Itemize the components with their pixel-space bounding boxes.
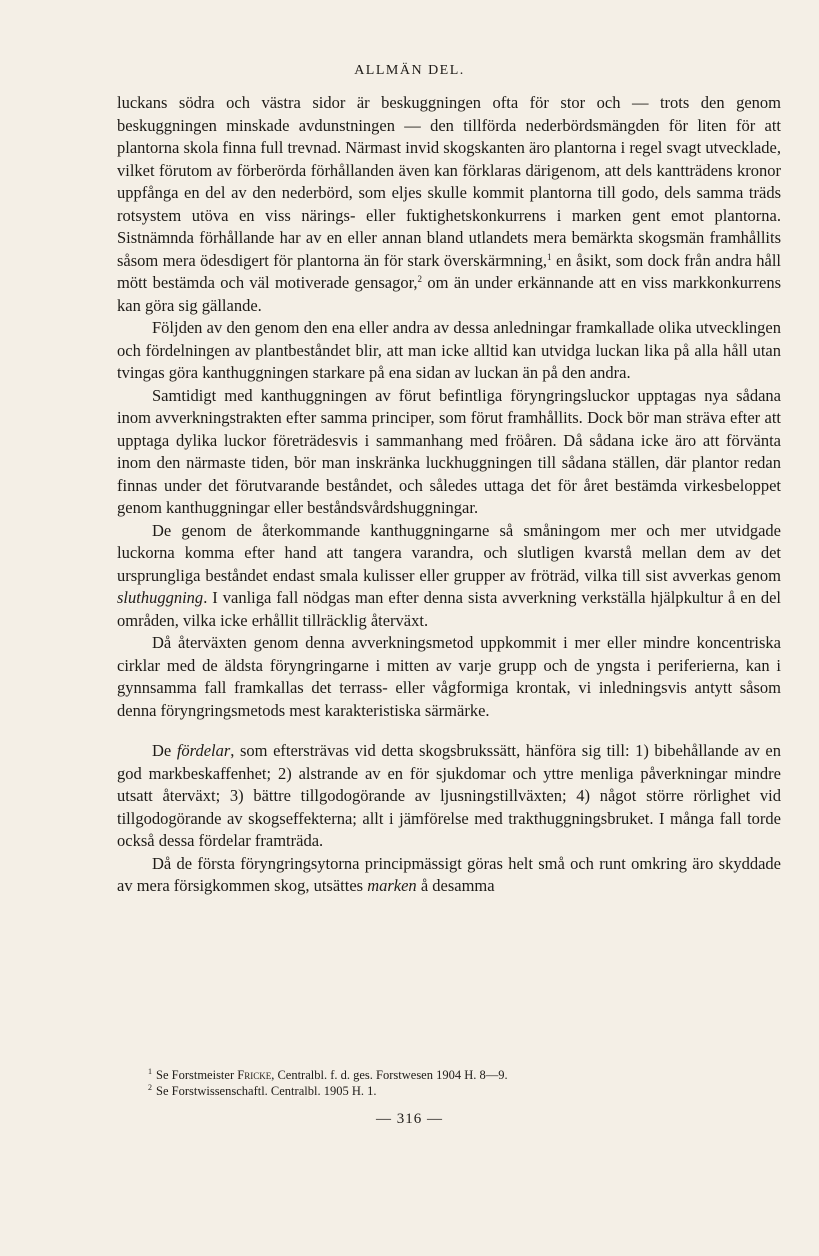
paragraph-4: De genom de återkommande kanthuggningarne så småningom mer och mer utvidgade luckorna komma efter hand att tangera varandra, och slutligen kvarstå mellan dem av det ursprungliga beståndet endast smala kulisser eller grupper av fröträd, vilka till sist avverkas genom sluthuggning. I vanliga fall nödgas man efter denna sista avverkning verkställa hjälpkultur å en del områden, vilka icke erhållit tillräcklig återväxt.	[117, 520, 781, 630]
body-text	[117, 92, 781, 898]
footnote-1: $^1$ Se Forstmeister Fricke, Centralbl. f. d. ges. Forstwesen 1904 H. 8—9.	[148, 1067, 508, 1082]
running-header: ALLMÄN DEL.	[354, 63, 465, 78]
paragraph-5: Då återväxten genom denna avverkningsmetod uppkommit i mer eller mindre koncentriska cirklar med de äldsta föryngringarne i mitten av varje grupp och de yngsta i periferierna, kan i gynnsamma fall framkallas det terrass- eller vågformiga krontak, vi inledningsvis antytt såsom denna föryngringsmetods mest karakteristiska särmärke.	[117, 633, 781, 720]
paragraph-3: Samtidigt med kanthuggningen av förut befintliga föryngringsluckor upptagas nya sådana inom avverkningstrakten efter samma principer, som förut framhållits. Dock bör man sträva efter att upptaga dylika luckor företrädesvis i sammanhang med fröåren. Då sådana icke äro att förvänta inom den närmaste tiden, bör man inskränka luckhuggningen till sådana ställen, där plantor redan finnas under det förutvarande beståndet, och således uttaga det för året bestämda virkesbeloppet genom kanthuggningar eller beståndsvårdshuggningar.	[117, 385, 781, 517]
paragraph-6: De fördelar, som eftersträvas vid detta skogsbrukssätt, hänföra sig till: 1) bibehållande av en god markbeskaffenhet; 2) alstrande av en för sjukdomar och yttre menliga påverkningar mindre utsatt återväxt; 3) bättre tillgodogörande av ljusningstillväxten; 4) något större rörlighet vid tillgodogörande av skogseffekterna; allt i jämförelse med trakthuggningsbruket. I många fall torde också dessa fördelar framträda.	[117, 741, 781, 850]
emphasis-term: fördelar	[176, 741, 231, 760]
paragraph-1: luckans södra och västra sidor är beskuggningen ofta för stor och — trots den genom beskuggningen minskade avdunstningen — den tillförda nederbördsmängden för liten för att plantorna skola finna full trevnad. Närmast invid skogskanten äro plantorna i regel svagt utvecklade, vilket förutom av förberörda förhållanden även kan förklaras därigenom, att dels kantträdens kronor uppfånga en del av den nederbörd, som eljes skulle kommit plantorna till godo, dels samma träds rotsystem utöva en viss närings- eller fuktighetskonkurrens i marken gent emot plantorna. Sistnämnda förhållande har av en eller annan bland utlandets mera bemärkta skogsmän framhållits såsom mera ödesdigert för plantorna än för stark överskärmning,$^1$ en åsikt, som dock från andra håll mött bestämda och väl motiverade gensagor,$^2$ om än under erkännande att en viss markkonkurrens kan göra sig gällande.	[117, 93, 782, 315]
footnotes	[148, 1067, 768, 1099]
paragraph-2: Följden av den genom den ena eller andra av dessa anledningar framkallade olika utvecklingen och fördelningen av plantbeståndet blir, att man icke alltid kan utvidga luckan lika på alla håll utan tvingas göra kanthuggningen starkare på ena sidan av luckan än på den andra.	[117, 318, 781, 382]
emphasis-term: sluthuggning	[117, 588, 204, 607]
footnote-ref-2[interactable]: 2	[417, 274, 423, 284]
page-number: — 316 —	[376, 1111, 443, 1127]
paragraph-7: Då de första föryngringsytorna principmässigt göras helt små och runt omkring äro skyddade av mera försigkommen skog, utsättes marken å desamma	[117, 853, 781, 895]
footnote-2: $^2$ Se Forstwissenschaftl. Centralbl. 1905 H. 1.	[148, 1083, 377, 1098]
emphasis-term: marken	[367, 876, 417, 895]
footnote-ref-1[interactable]: 1	[547, 251, 552, 262]
